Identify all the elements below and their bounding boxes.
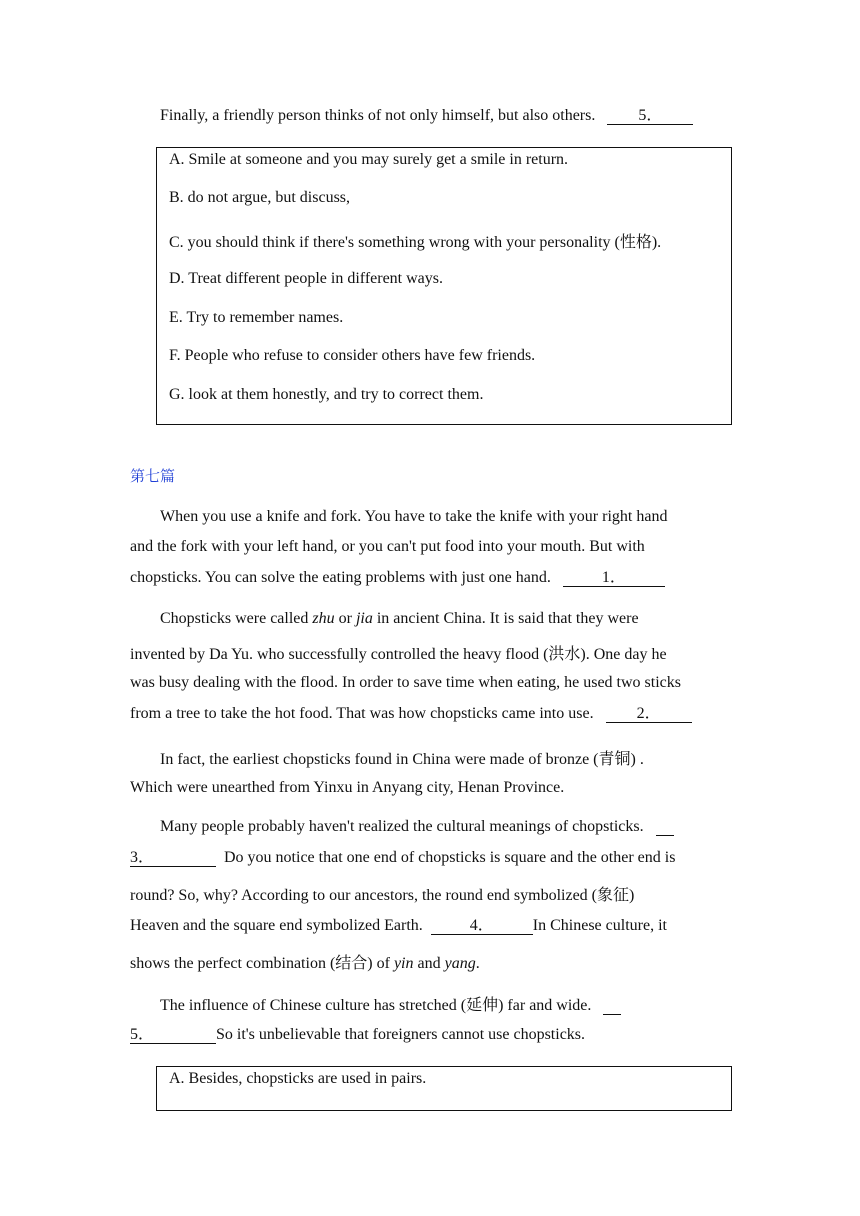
- answer-blank-5[interactable]: 5．: [130, 1027, 216, 1044]
- answer-blank-3-start[interactable]: [656, 819, 674, 836]
- option-e: E. Try to remember names.: [169, 309, 344, 326]
- word-yin: yin: [393, 955, 414, 972]
- answer-blank-5-start[interactable]: [603, 998, 621, 1015]
- p2-line3: was busy dealing with the flood. In order to save time when eating, he used two sticks: [130, 674, 681, 691]
- option-b: B. do not argue, but discuss,: [169, 189, 351, 206]
- passage7-heading: 第七篇: [130, 467, 176, 485]
- p4-line5: shows the perfect combination (结合) of yin and yang.: [130, 955, 480, 972]
- word-zhu: zhu: [312, 610, 335, 627]
- options-box-passage7: [156, 1066, 732, 1111]
- p4-line1: Many people probably haven't realized the cultural meanings of chopsticks.: [160, 818, 674, 836]
- p4-line3: round? So, why? According to our ancestors, the round end symbolized (象征): [130, 887, 635, 904]
- p3-line1: In fact, the earliest chopsticks found in China were made of bronze (青铜) .: [160, 751, 644, 768]
- p4-line4: Heaven and the square end symbolized Earth. 4． In Chinese culture, it: [130, 917, 667, 934]
- option-d: D. Treat different people in different ways.: [169, 270, 444, 287]
- option-a: A. Smile at someone and you may surely get a smile in return.: [169, 151, 569, 168]
- p2-line2: invented by Da Yu. who successfully controlled the heavy flood (洪水). One day he: [130, 646, 667, 663]
- p4-line2: 3． Do you notice that one end of chopsticks is square and the other end is: [130, 849, 676, 866]
- p5-line2: 5． So it's unbelievable that foreigners cannot use chopsticks.: [130, 1026, 586, 1043]
- option-a: A. Besides, chopsticks are used in pairs.: [169, 1070, 427, 1087]
- passage6-last-line: Finally, a friendly person thinks of not only himself, but also others. 5．: [160, 107, 693, 125]
- p1-line3: chopsticks. You can solve the eating problems with just one hand. 1．: [130, 569, 665, 587]
- p1-line1: When you use a knife and fork. You have to take the knife with your right hand: [160, 508, 668, 525]
- word-yang: yang: [444, 955, 476, 972]
- p1-line2: and the fork with your left hand, or you can't put food into your mouth. But with: [130, 538, 645, 555]
- p2-line4: from a tree to take the hot food. That was how chopsticks came into use. 2．: [130, 705, 692, 723]
- option-g: G. look at them honestly, and try to correct them.: [169, 386, 484, 403]
- answer-blank-5[interactable]: 5．: [607, 108, 693, 125]
- option-f: F. People who refuse to consider others have few friends.: [169, 347, 536, 364]
- answer-blank-2[interactable]: 2．: [606, 706, 692, 723]
- p2-line1: Chopsticks were called zhu or jia in ancient China. It is said that they were: [160, 610, 639, 627]
- word-jia: jia: [355, 610, 373, 627]
- answer-blank-1[interactable]: 1．: [563, 570, 665, 587]
- options-box-passage6: [156, 147, 732, 425]
- p5-line1: The influence of Chinese culture has stretched (延伸) far and wide.: [160, 992, 621, 1015]
- answer-blank-3[interactable]: 3．: [130, 850, 216, 867]
- option-c: C. you should think if there's something wrong with your personality (性格).: [169, 234, 662, 251]
- p3-line2: Which were unearthed from Yinxu in Anyang city, Henan Province.: [130, 779, 565, 796]
- answer-blank-4[interactable]: 4．: [431, 918, 533, 935]
